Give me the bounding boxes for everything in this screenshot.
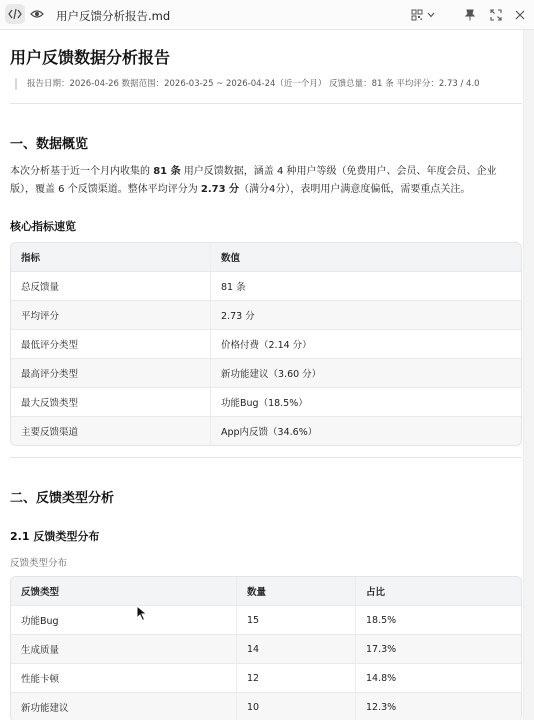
mouse-cursor-icon bbox=[136, 605, 148, 622]
code-icon bbox=[8, 8, 22, 20]
table-cell: 生成质量 bbox=[11, 635, 236, 664]
table-row bbox=[11, 693, 521, 720]
report-meta: 报告日期：2026-04-26 数据范围：2026-03-25 ~ 2026-04-24（近一个月） 反馈总量：81 条 平均评分：2.73 / 4.0 bbox=[15, 78, 480, 90]
feedback-type-table bbox=[10, 576, 522, 720]
table-row bbox=[11, 635, 521, 664]
table-cell: 18.5% bbox=[355, 606, 521, 635]
table-row bbox=[11, 606, 521, 635]
column-header: 反馈类型 bbox=[11, 577, 236, 606]
table-cell: App内反馈（34.6%） bbox=[210, 417, 521, 445]
table-cell: 最低评分类型 bbox=[11, 330, 210, 359]
markdown-preview[interactable] bbox=[0, 30, 524, 720]
column-header: 占比 bbox=[355, 577, 521, 606]
pin-icon bbox=[465, 9, 475, 21]
core-metrics-table bbox=[10, 242, 522, 446]
table-cell: 10 bbox=[236, 693, 355, 720]
table-cell: 新功能建议（3.60 分） bbox=[210, 359, 521, 388]
close-icon bbox=[515, 10, 525, 20]
table-cell: 新功能建议 bbox=[11, 693, 236, 720]
divider bbox=[10, 103, 522, 104]
table-cell: 最大反馈类型 bbox=[11, 388, 210, 417]
table-cell: 2.73 分 bbox=[210, 301, 521, 330]
chevron-down-icon bbox=[427, 12, 435, 18]
table-cell: 17.3% bbox=[355, 635, 521, 664]
grid-icon bbox=[411, 9, 423, 21]
column-header: 指标 bbox=[11, 243, 210, 272]
table-cell: 价格付费（2.14 分） bbox=[210, 330, 521, 359]
expand-icon bbox=[490, 9, 502, 21]
expand-button[interactable] bbox=[486, 5, 506, 25]
section-heading-overview: 一、数据概览 bbox=[10, 137, 89, 152]
table-cell: 14.8% bbox=[355, 664, 521, 693]
table-row bbox=[11, 330, 521, 359]
table-row bbox=[11, 272, 521, 301]
eye-icon bbox=[30, 8, 44, 20]
file-title: 用户反馈分析报告.md bbox=[56, 9, 171, 23]
subheading-type-distribution: 2.1 反馈类型分布 bbox=[10, 530, 100, 543]
table-row bbox=[11, 664, 521, 693]
table-cell: 81 条 bbox=[210, 272, 521, 301]
divider bbox=[10, 457, 522, 458]
page-title: 用户反馈数据分析报告 bbox=[10, 48, 171, 67]
preview-button[interactable] bbox=[27, 4, 47, 24]
table-row bbox=[11, 359, 521, 388]
table-cell: 15 bbox=[236, 606, 355, 635]
pin-button[interactable] bbox=[460, 5, 480, 25]
table-header-row bbox=[11, 243, 521, 272]
close-button[interactable] bbox=[510, 5, 530, 25]
layout-dropdown[interactable] bbox=[424, 5, 438, 25]
subheading-core-metrics: 核心指标速览 bbox=[10, 220, 76, 233]
code-view-button[interactable] bbox=[5, 4, 25, 24]
table-cell: 14 bbox=[236, 635, 355, 664]
table-cell: 性能卡顿 bbox=[11, 664, 236, 693]
table-cell: 平均评分 bbox=[11, 301, 210, 330]
overview-paragraph: 本次分析基于近一个月内收集的 81 条 用户反馈数据，涵盖 4 种用户等级（免费用户、会员、年度会员、企业版），覆盖 6 个反馈渠道。整体平均评分为 2.73 分（满分4分），表明用户满意度偏低，需要重点关注。 bbox=[10, 166, 497, 195]
table-cell: 12.3% bbox=[355, 693, 521, 720]
section-heading-feedback-types: 二、反馈类型分析 bbox=[10, 491, 115, 506]
column-header: 数值 bbox=[210, 243, 521, 272]
table-cell: 功能Bug bbox=[11, 606, 236, 635]
table-row bbox=[11, 388, 521, 417]
table-cell: 功能Bug（18.5%） bbox=[210, 388, 521, 417]
table-cell: 最高评分类型 bbox=[11, 359, 210, 388]
scrollbar-track[interactable] bbox=[523, 30, 534, 720]
table-header-row bbox=[11, 577, 521, 606]
table-caption: 反馈类型分布 bbox=[10, 558, 68, 569]
column-header: 数量 bbox=[236, 577, 355, 606]
table-cell: 总反馈量 bbox=[11, 272, 210, 301]
table-row bbox=[11, 417, 521, 445]
table-cell: 12 bbox=[236, 664, 355, 693]
table-cell: 主要反馈渠道 bbox=[11, 417, 210, 445]
editor-toolbar bbox=[0, 0, 534, 30]
table-row bbox=[11, 301, 521, 330]
